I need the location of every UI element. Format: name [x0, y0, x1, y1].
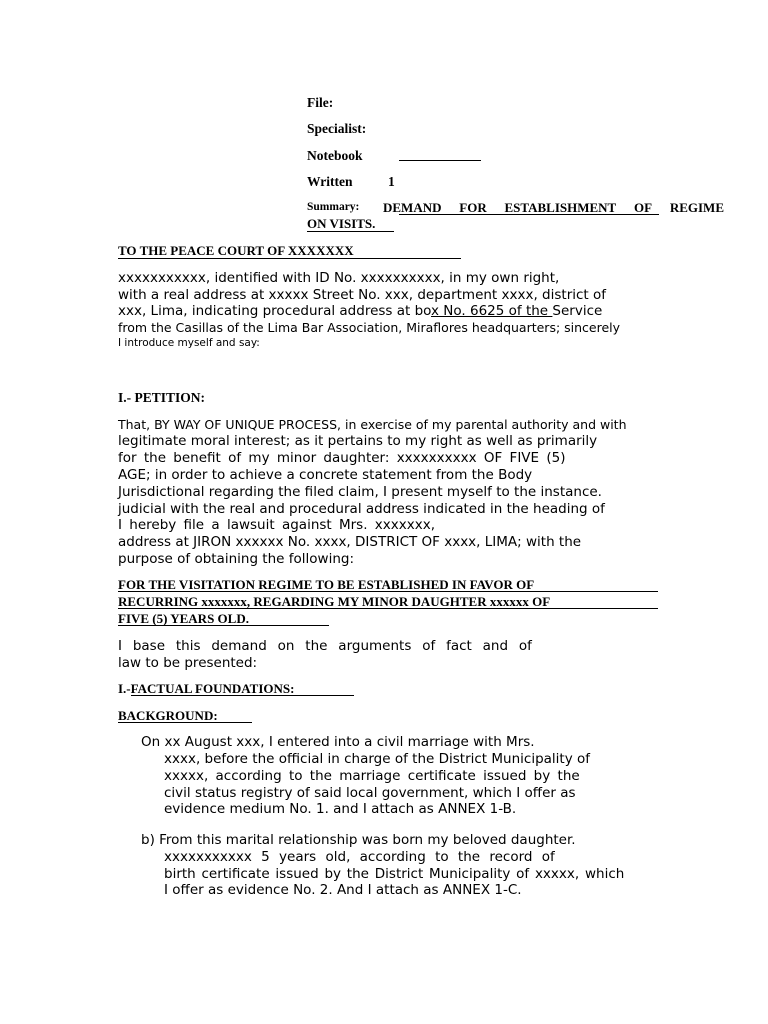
background-para-b-line: birth certificate issued by the District Municipality of xxxxx, which — [164, 866, 625, 882]
basis-word: this — [175, 638, 201, 654]
background-para-b-line: I offer as evidence No. 2. And I attach as ANNEX 1-C. — [164, 882, 522, 898]
petition-line: purpose of obtaining the following: — [118, 551, 354, 567]
petition-line: I hereby file a lawsuit against Mrs. xxxxxxx, — [118, 517, 436, 533]
background-para-a-line: On xx August xxx, I entered into a civil marriage with Mrs. — [141, 734, 535, 750]
basis-word: arguments — [338, 638, 412, 654]
basis-word: I — [118, 638, 122, 654]
basis-word: of — [518, 638, 532, 654]
summary-label: Summary: — [307, 201, 360, 213]
background-para-a-line: civil status registry of said local government, which I offer as — [164, 785, 576, 801]
request-underline — [118, 608, 658, 609]
notebook-label: Notebook — [307, 148, 363, 163]
petition-line: AGE; in order to achieve a concrete statement from the Body — [118, 467, 533, 483]
specialist-label: Specialist: — [307, 121, 367, 136]
background-para-b-line: b) From this marital relationship was born my beloved daughter. — [141, 832, 576, 848]
summary-word: DEMAND — [383, 200, 442, 215]
intro-line-part: Service — [552, 303, 603, 319]
basis-word: fact — [446, 638, 472, 654]
file-label: File: — [307, 95, 334, 110]
summary-underline-1 — [399, 214, 659, 215]
petition-line: address at JIRON xxxxxx No. xxxx, DISTRICT OF xxxx, LIMA; with the — [118, 534, 582, 550]
basis-line1 — [118, 638, 532, 655]
basis-word: on — [277, 638, 295, 654]
intro-line: I introduce myself and say: — [118, 337, 260, 349]
factual-title: FACTUAL FOUNDATIONS: — [130, 681, 295, 696]
request-underline — [118, 591, 658, 592]
factual-prefix: I.- — [118, 681, 131, 696]
notebook-blank-line — [399, 160, 481, 161]
petition-line: That, BY WAY OF UNIQUE PROCESS, in exercise of my parental authority and with — [118, 417, 627, 432]
request-line: FOR THE VISITATION REGIME TO BE ESTABLISHED IN FAVOR OF — [118, 577, 535, 592]
summary-word: OF — [634, 200, 653, 215]
background-para-a-line: xxxxx, according to the marriage certificate issued by the — [164, 768, 580, 784]
request-line: RECURRING xxxxxxx, REGARDING MY MINOR DAUGHTER xxxxxx OF — [118, 594, 551, 609]
intro-line: xxxxxxxxxxx, identified with ID No. xxxxxxxxxx, in my own right, — [118, 270, 560, 286]
intro-line-part: xxx, Lima, indicating procedural address at bo — [118, 303, 432, 319]
basis-word: base — [132, 638, 166, 654]
intro-line: with a real address at xxxxx Street No. xxx, department xxxx, district of — [118, 287, 607, 303]
request-line: FIVE (5) YEARS OLD. — [118, 611, 249, 626]
summary-word: REGIME — [669, 200, 724, 215]
addressee-underline — [118, 258, 461, 259]
factual-underline — [131, 695, 354, 696]
request-underline — [118, 625, 329, 626]
summary-underline-2 — [307, 231, 394, 232]
basis-word: demand — [211, 638, 267, 654]
petition-line: legitimate moral interest; as it pertains to my right as well as primarily — [118, 433, 598, 449]
basis-word: and — [482, 638, 509, 654]
background-heading: BACKGROUND: — [118, 708, 218, 723]
intro-line — [118, 303, 602, 320]
intro-line: from the Casillas of the Lima Bar Association, Miraflores headquarters; sincerely — [118, 320, 621, 335]
background-underline — [118, 722, 252, 723]
summary-word: ESTABLISHMENT — [504, 200, 617, 215]
addressee-heading: TO THE PEACE COURT OF XXXXXXX — [118, 243, 354, 258]
summary-title-line2: ON VISITS. — [307, 216, 376, 231]
written-value: 1 — [388, 174, 395, 189]
written-label: Written — [307, 174, 353, 189]
petition-line: for the benefit of my minor daughter: xxxxxxxxxx OF FIVE (5) — [118, 450, 566, 466]
intro-box-number: x No. 6625 of the — [431, 303, 553, 319]
background-para-a-line: evidence medium No. 1. and I attach as ANNEX 1-B. — [164, 801, 517, 817]
background-para-b-line: xxxxxxxxxxx 5 years old, according to the record of — [164, 849, 555, 865]
petition-line: judicial with the real and procedural address indicated in the heading of — [118, 501, 605, 517]
basis-word: the — [305, 638, 328, 654]
petition-heading: I.- PETITION: — [118, 390, 206, 405]
petition-line: Jurisdictional regarding the filed claim, I present myself to the instance. — [118, 484, 602, 500]
basis-word: of — [422, 638, 436, 654]
basis-line2: law to be presented: — [118, 655, 258, 671]
background-para-a-line: xxxx, before the official in charge of the District Municipality of — [164, 751, 590, 767]
summary-word: FOR — [459, 200, 487, 215]
